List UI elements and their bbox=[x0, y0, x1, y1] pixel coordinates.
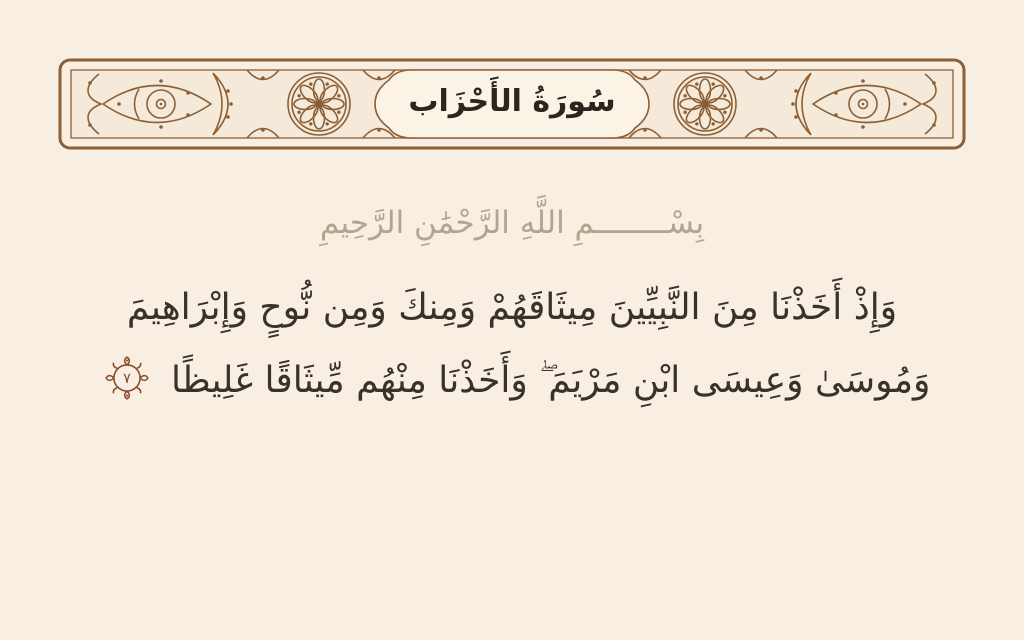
verse-7 bbox=[42, 285, 982, 405]
verse-number-digit: ٧ bbox=[122, 370, 131, 388]
quran-page bbox=[0, 57, 1024, 640]
ornamental-border bbox=[57, 57, 967, 151]
verse-line-1: وَإِذْ أَخَذْنَا مِنَ النَّبِيِّينَ مِيثَاقَهُمْ وَمِنكَ وَمِن نُّوحٍ وَإِبْرَاهِيمَ bbox=[126, 287, 898, 328]
surah-title: سُورَةُ الأَحْزَاب bbox=[408, 83, 616, 119]
verse-number-medallion-icon bbox=[104, 355, 150, 401]
bismillah-text: بِسْــــــــمِ اللَّهِ الرَّحْمَٰنِ الرَّحِيمِ bbox=[319, 205, 705, 241]
surah-header-frame bbox=[57, 57, 967, 151]
verse-line-2 bbox=[42, 358, 982, 405]
verse-line-2-text: وَمُوسَىٰ وَعِيسَى ابْنِ مَرْيَمَ ۖ وَأَخَذْنَا مِنْهُم مِّيثَاقًا غَلِيظًا bbox=[171, 359, 931, 401]
verse-number-marker bbox=[104, 355, 150, 401]
